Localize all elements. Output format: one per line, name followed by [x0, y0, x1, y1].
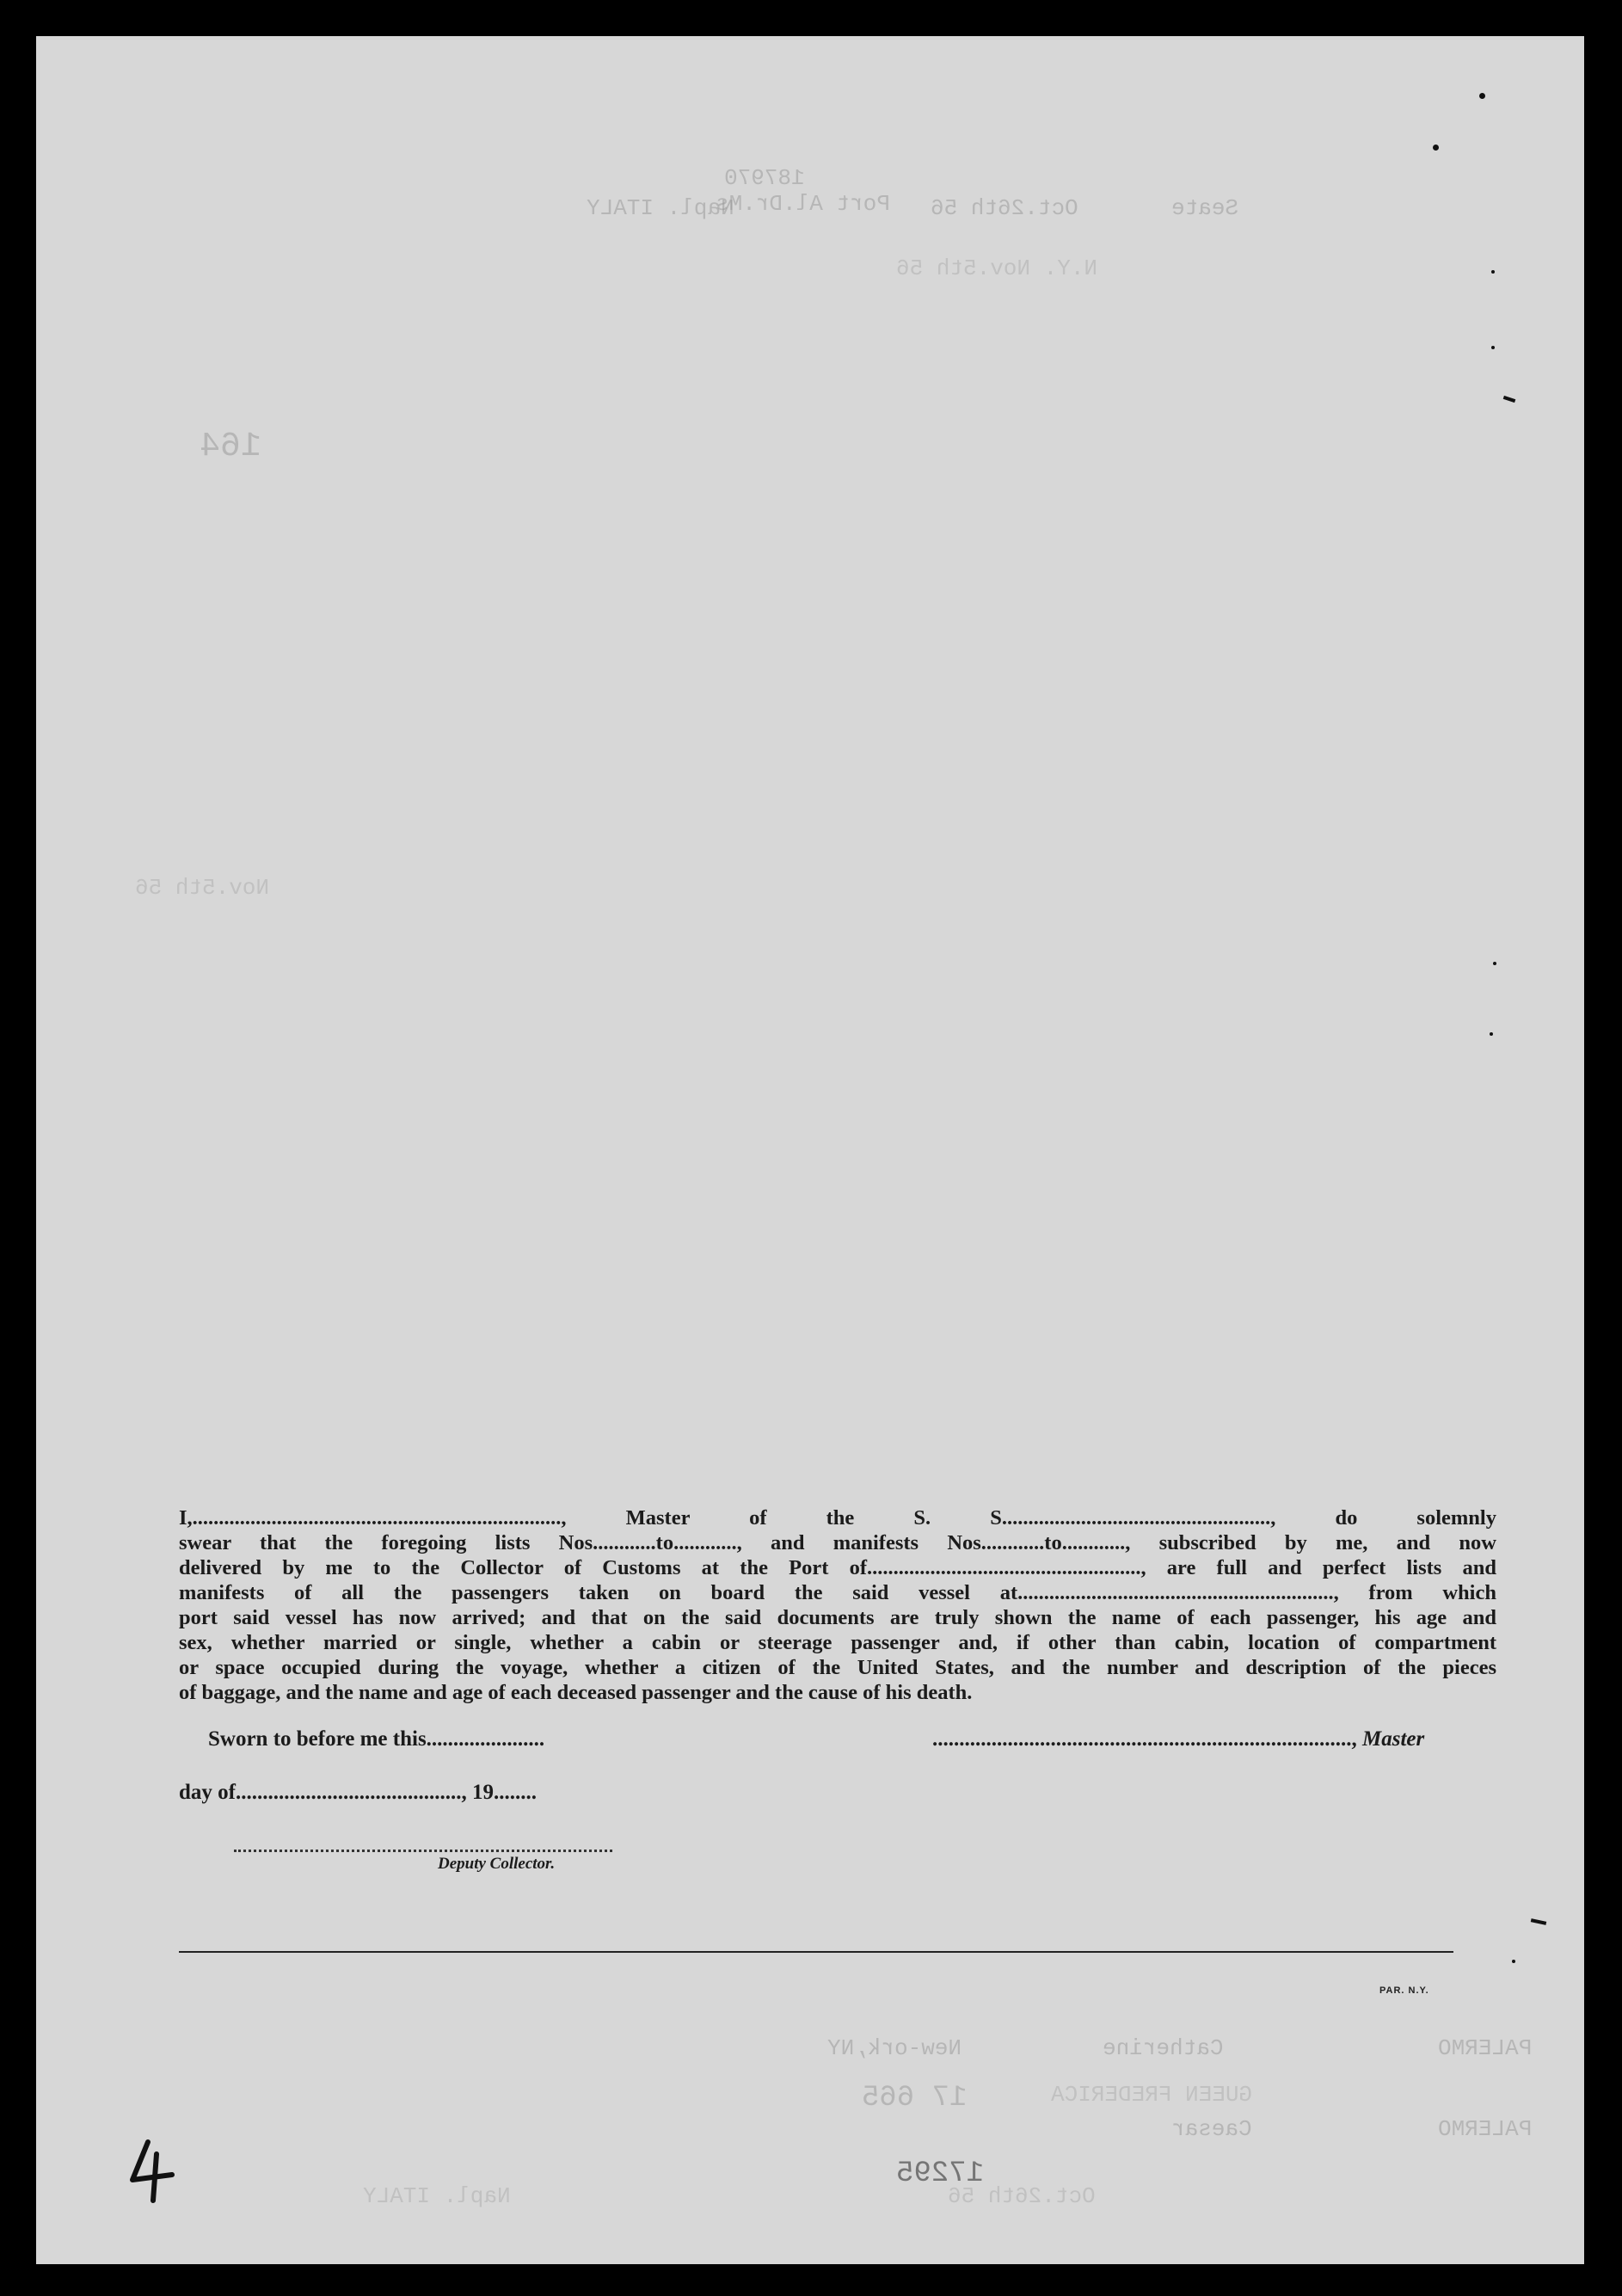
bleed-text: GUEEN FREDERICA — [1051, 2082, 1253, 2108]
oath-line: manifests of all the passengers taken on board the said vessel at............................................................, from which — [179, 1581, 1496, 1604]
master-dots: .............................................................................., — [932, 1727, 1357, 1751]
oath-line: port said vessel has now arrived; and that on the said documents are truly shown the name of each passenger, his age and — [179, 1606, 1496, 1629]
scan-mark — [1503, 396, 1516, 403]
day-of-line: day of.........................................., 19........ — [179, 1781, 537, 1804]
master-label: Master — [1362, 1727, 1425, 1751]
scan-speck — [1491, 270, 1495, 274]
bleed-text: Oct.26th 56 — [948, 2183, 1096, 2209]
scan-mark — [1531, 1918, 1546, 1925]
scan-speck — [1493, 962, 1496, 965]
bleed-text: PALERMO — [1438, 2035, 1533, 2061]
bleed-text: Oct.26th 56 — [931, 195, 1078, 221]
horizontal-rule — [179, 1951, 1453, 1953]
scan-speck — [1512, 1960, 1515, 1963]
bleed-text: N.Y. Nov.5th 56 — [896, 255, 1098, 281]
bleed-text: 164 — [200, 428, 262, 466]
oath-line: delivered by me to the Collector of Customs at the Port of...................................................., are full and perfect lists and — [179, 1556, 1496, 1579]
bleed-text: 187970 — [724, 165, 805, 191]
document-page — [36, 36, 1584, 2264]
handwritten-number — [122, 2135, 182, 2204]
sworn-line: Sworn to before me this...................... — [208, 1727, 545, 1751]
bleed-text: Catherine — [1103, 2035, 1224, 2061]
deputy-signature-line — [234, 1850, 612, 1852]
oath-line: of baggage, and the name and age of each deceased passenger and the cause of his death. — [179, 1681, 973, 1704]
deputy-collector-label: Deputy Collector. — [438, 1855, 556, 1873]
oath-line: sex, whether married or single, whether a cabin or steerage passenger and, if other than cabin, location of compartment — [179, 1631, 1496, 1654]
bleed-text: Napl. ITALY — [363, 2183, 511, 2209]
bleed-text: Seate — [1171, 195, 1239, 221]
scan-speck — [1490, 1032, 1493, 1036]
bleed-text: Caesar — [1171, 2116, 1252, 2142]
bleed-text: Port Al.Dr.Ms — [716, 191, 890, 217]
scan-speck — [1433, 145, 1439, 151]
oath-line: I,......................................................................, Master of the S. S..................................................., do solemnly — [179, 1506, 1496, 1530]
bleed-text: New-ork,NY — [827, 2035, 962, 2061]
bleed-text: 17 665 — [862, 2082, 968, 2114]
oath-line: or space occupied during the voyage, whether a citizen of the United States, and the number and description of the pieces — [179, 1656, 1496, 1679]
bleed-text: PALERMO — [1438, 2116, 1533, 2142]
master-signature-line — [932, 1727, 1424, 1751]
scan-speck — [1479, 93, 1485, 99]
printer-mark: PAR. N.Y. — [1379, 1985, 1429, 1996]
bleed-text: 17295 — [896, 2158, 985, 2190]
oath-paragraph — [179, 1505, 1496, 1705]
bleed-text: Nov.5th 56 — [135, 875, 270, 901]
bleed-text: Napl. ITALY — [587, 195, 734, 221]
scan-speck — [1491, 346, 1495, 349]
oath-line: swear that the foregoing lists Nos............to............, and manifests Nos............to............, subscribed by me, and now — [179, 1531, 1496, 1554]
